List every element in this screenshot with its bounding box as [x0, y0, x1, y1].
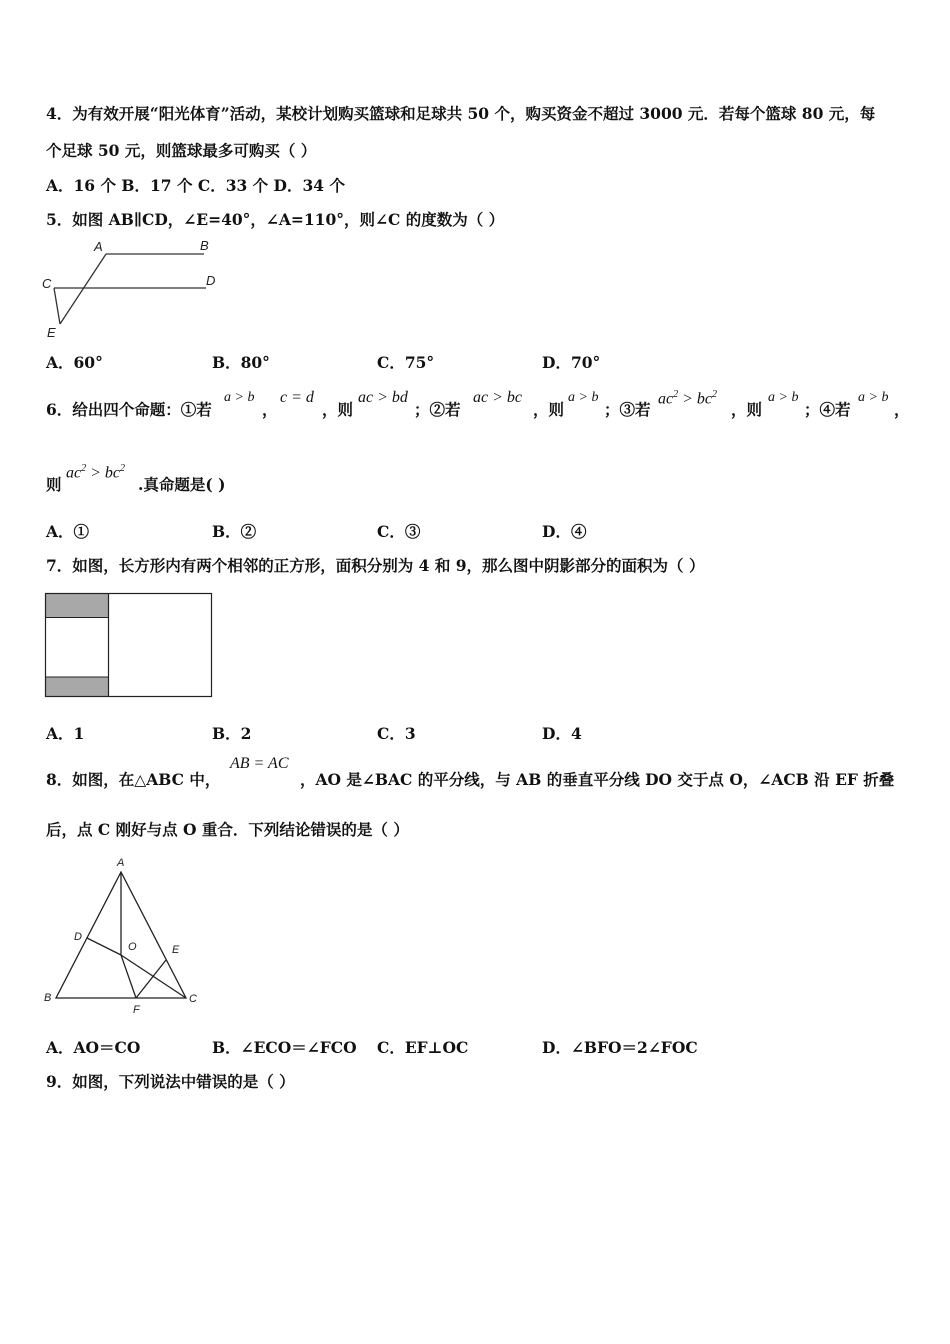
q7-figure [45, 593, 213, 699]
q5-option-b: B．80° [212, 353, 270, 372]
q8-option-d: D．∠BFO＝2∠FOC [542, 1038, 698, 1057]
q6-cond1a: a > b [224, 390, 255, 405]
label-d: D [206, 273, 216, 288]
q9-stem: 9．如图，下列说法中错误的是（ ） [46, 1072, 295, 1091]
label-e: E [47, 325, 56, 340]
q6-comma4: ， [894, 400, 910, 419]
q5-figure [40, 236, 230, 341]
label-a: A [94, 239, 103, 254]
segment-ae [60, 254, 106, 324]
q5-option-d: D．70° [542, 353, 601, 372]
q6-p2-if: ；②若 [414, 400, 461, 419]
q6-line2-prefix: 则 [46, 475, 62, 494]
segment-of [121, 955, 136, 998]
label-a: A [117, 857, 125, 869]
q7-option-c: C．3 [377, 724, 416, 743]
q8-suffix: ，AO 是∠BAC 的平分线，与 AB 的垂直平分线 DO 交于点 O，∠ACB 沿 EF 折叠 [300, 770, 895, 789]
q6-p3-if: ；③若 [604, 400, 651, 419]
q4-options: A．16 个 B．17 个 C．33 个 D．34 个 [46, 176, 345, 195]
q8-option-a: A．AO＝CO [46, 1038, 141, 1057]
q6-then1-word: ，则 [322, 400, 354, 419]
q8-math: AB = AC [230, 755, 289, 772]
q6-cond1b: c = d [280, 389, 314, 406]
q7-option-b: B．2 [212, 724, 252, 743]
label-c: C [189, 993, 197, 1005]
q5-option-a: A．60° [46, 353, 103, 372]
q6-option-a: A．① [46, 522, 90, 541]
segment-do [87, 938, 121, 955]
label-b: B [44, 992, 52, 1004]
q6-line2-suffix: .真命题是( ) [138, 475, 226, 494]
segment-ef [136, 960, 166, 998]
q6-then2-word: ，则 [533, 400, 565, 419]
q7-option-a: A．1 [46, 724, 85, 743]
q6-option-d: D．④ [542, 522, 587, 541]
label-f: F [133, 1004, 140, 1016]
q8-figure [40, 852, 210, 1020]
q6-then4: $ac^2 > bc^2$ [66, 463, 126, 482]
label-c: C [42, 276, 52, 291]
q6-comma1: ， [262, 400, 278, 419]
shaded-top [46, 594, 109, 618]
q4-stem-line2: 个足球 50 元，则篮球最多可购买（ ） [46, 141, 317, 160]
q7-option-d: D．4 [542, 724, 582, 743]
q8-option-b: B．∠ECO＝∠FCO [212, 1038, 357, 1057]
q6-then3-word: ，则 [731, 400, 763, 419]
q6-option-c: C．③ [377, 522, 421, 541]
q6-cond3: $ac^2 > bc^2$ [658, 389, 718, 408]
q6-option-b: B．② [212, 522, 257, 541]
label-b: B [200, 238, 209, 253]
q6-cond2: ac > bc [473, 389, 522, 406]
shaded-bottom [46, 677, 109, 697]
q6-p4-if: ；④若 [804, 400, 851, 419]
q6-then1: ac > bd [358, 389, 408, 406]
q6-then2: a > b [568, 390, 599, 405]
q4-stem-line1: 4．为有效开展“阳光体育”活动，某校计划购买篮球和足球共 50 个，购买资金不超过 3000 元．若每个篮球 80 元，每 [46, 104, 876, 123]
q5-option-c: C．75° [377, 353, 435, 372]
label-e: E [172, 944, 180, 956]
q6-cond4: a > b [858, 390, 889, 405]
q8-option-c: C．EF⊥OC [377, 1038, 469, 1057]
q7-stem: 7．如图，长方形内有两个相邻的正方形，面积分别为 4 和 9，那么图中阴影部分的面积为（ ） [46, 556, 705, 575]
label-o: O [128, 941, 137, 953]
q8-line2: 后，点 C 刚好与点 O 重合．下列结论错误的是（ ） [46, 820, 409, 839]
segment-ce [54, 288, 60, 324]
q8-prefix: 8．如图，在△ABC 中， [46, 770, 221, 789]
q5-stem: 5．如图 AB∥CD，∠E=40°，∠A=110°，则∠C 的度数为（ ） [46, 210, 505, 229]
q6-then3: a > b [768, 390, 799, 405]
q6-prefix: 6．给出四个命题：①若 [46, 400, 212, 419]
label-d: D [74, 931, 82, 943]
